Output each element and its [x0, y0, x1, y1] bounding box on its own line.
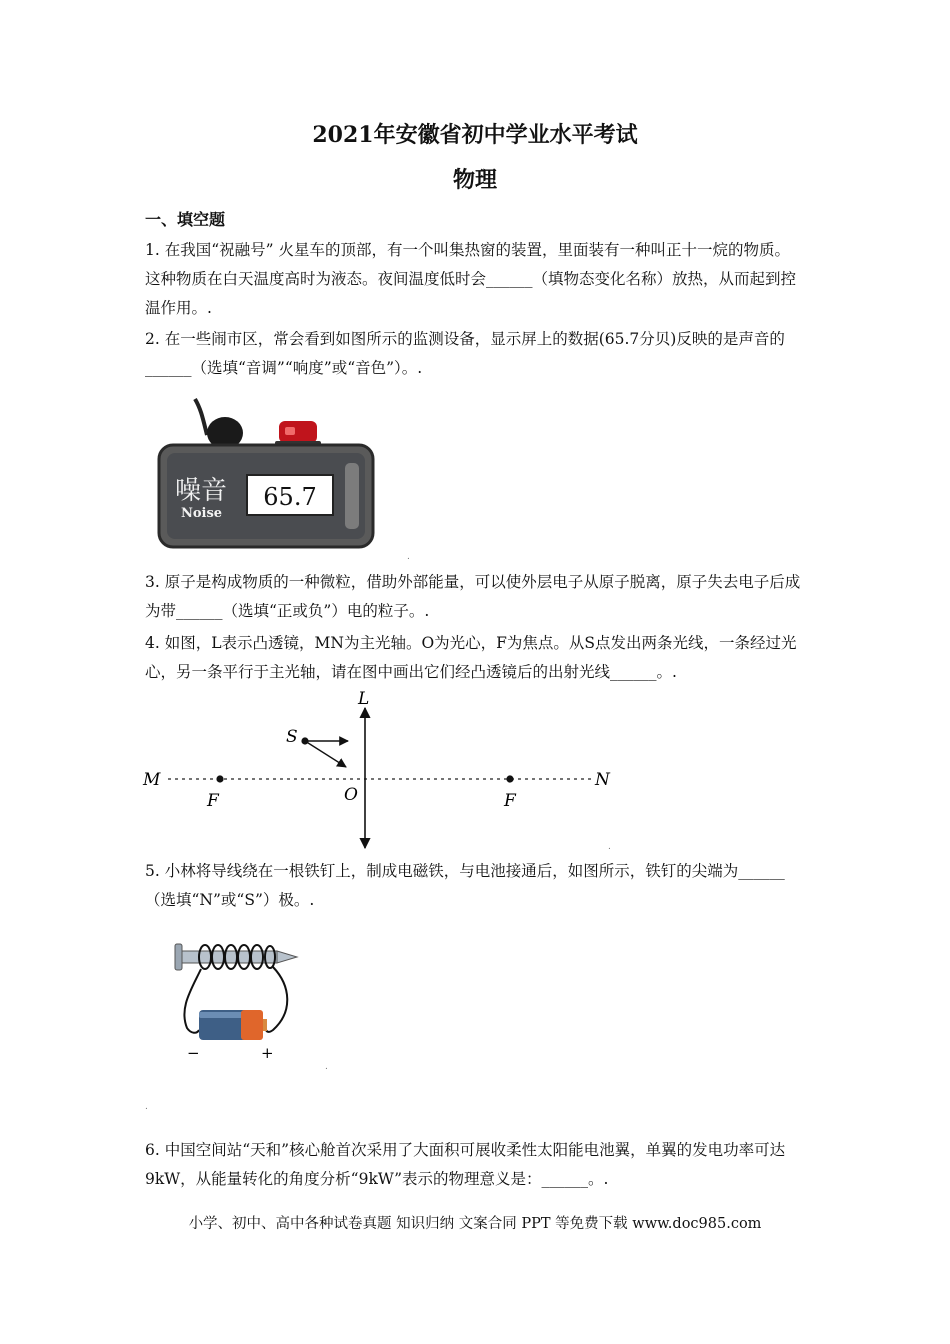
center-ray: [305, 741, 346, 767]
wire-coil: [199, 945, 275, 969]
label-n: N: [595, 770, 610, 790]
label-f-left: F: [207, 791, 219, 811]
noise-label-cn: 噪音: [175, 476, 228, 506]
label-o: O: [344, 785, 358, 805]
noise-meter-figure: [155, 395, 385, 555]
page-subtitle: 物理: [452, 167, 497, 193]
battery-plus: +: [261, 1044, 274, 1062]
question-6: 6. 中国空间站“天和”核心舱首次采用了大面积可展收柔性太阳能电池翼，单翼的发电功率可达9kW，从能量转化的角度分析“9kW”表示的物理意义是：______。.: [145, 1141, 786, 1188]
section-heading: 一、填空题: [145, 210, 226, 229]
page-title: 2021年安徽省初中学业水平考试: [312, 122, 638, 148]
question-2: 2. 在一些闹市区，常会看到如图所示的监测设备，显示屏上的数据(65.7分贝)反映的是声音的______（选填“音调”“响度”或“音色”）。.: [145, 330, 785, 377]
question-3: 3. 原子是构成物质的一种微粒，借助外部能量，可以使外层电子从原子脱离，原子失去电子后成为带______（选填“正或负”）电的粒子。.: [145, 573, 801, 620]
point-s: [301, 737, 308, 744]
label-m: M: [143, 770, 161, 790]
alarm-light-icon: [279, 421, 317, 443]
label-f-right: F: [504, 791, 516, 811]
nail-head: [175, 944, 182, 970]
electromagnet-figure: [165, 930, 315, 1065]
nail-tip: [277, 951, 297, 963]
label-l: L: [358, 689, 370, 709]
lens-diagram: [140, 688, 620, 850]
label-s: S: [286, 727, 298, 747]
question-1: 1. 在我国“祝融号” 火星车的顶部，有一个叫集热窗的装置，里面装有一种叫正十一烷的物质。这种物质在白天温度高时为液态。夜间温度低时会______（填物态变化名称）放热，从而起到控温作用。.: [145, 241, 797, 317]
noise-label-en: Noise: [181, 506, 223, 521]
focus-right: [506, 775, 513, 782]
noise-reading: 65.7: [263, 483, 317, 511]
battery-minus: −: [187, 1044, 200, 1062]
page-footer: 小学、初中、高中各种试卷真题 知识归纳 文案合同 PPT 等免费下载 www.doc985.com: [188, 1216, 762, 1232]
question-5: 5. 小林将导线绕在一根铁钉上，制成电磁铁，与电池接通后，如图所示，铁钉的尖端为______（选填“N”或“S”）极。.: [145, 862, 785, 909]
question-4: 4. 如图，L表示凸透镜，MN为主光轴。O为光心，F为焦点。从S点发出两条光线，一条经过光心，另一条平行于主光轴，请在图中画出它们经凸透镜后的出射光线______。.: [145, 634, 797, 681]
focus-left: [216, 775, 223, 782]
